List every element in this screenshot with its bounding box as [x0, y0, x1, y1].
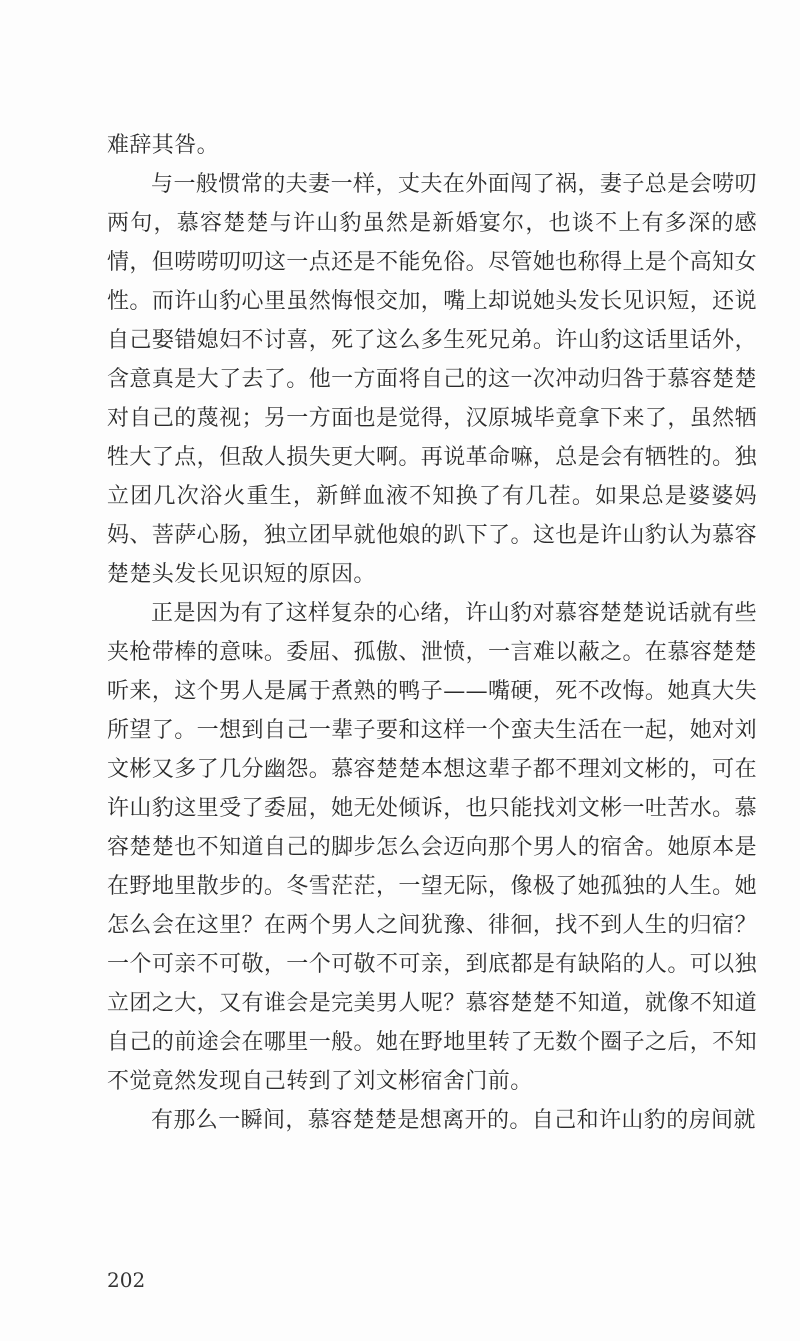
paragraph-4: 有那么一瞬间，慕容楚楚是想离开的。自己和许山豹的房间就 [151, 1108, 756, 1133]
body-text [107, 126, 757, 1140]
paragraph-2: 与一般惯常的夫妻一样，丈夫在外面闯了祸，妻子总是会唠叨两句，慕容楚楚与许山豹虽然是新婚宴尔，也谈不上有多深的感情，但唠唠叨叨这一点还是不能免俗。尽管她也称得上是个高知女性。而许山豹心里虽然悔恨交加，嘴上却说她头发长见识短，还说自己娶错媳妇不讨喜，死了这么多生死兄弟。许山豹这话里话外，含意真是大了去了。他一方面将自己的这一次冲动归咎于慕容楚楚对自己的蔑视；另一方面也是觉得，汉原城毕竟拿下来了，虽然牺牲大了点，但敌人损失更大啊。再说革命嘛，总是会有牺牲的。独立团几次浴火重生，新鲜血液不知换了有几茬。如果总是婆婆妈妈、菩萨心肠，独立团早就他娘的趴下了。这也是许山豹认为慕容楚楚头发长见识短的原因。 [107, 172, 757, 587]
paragraph-3: 正是因为有了这样复杂的心绪，许山豹对慕容楚楚说话就有些夹枪带棒的意味。委屈、孤傲、泄愤，一言难以蔽之。在慕容楚楚听来，这个男人是属于煮熟的鸭子——嘴硬，死不改悔。她真大失所望了。一想到自己一辈子要和这样一个蛮夫生活在一起，她对刘文彬又多了几分幽怨。慕容楚楚本想这辈子都不理刘文彬的，可在许山豹这里受了委屈，她无处倾诉，也只能找刘文彬一吐苦水。慕容楚楚也不知道自己的脚步怎么会迈向那个男人的宿舍。她原本是在野地里散步的。冬雪茫茫，一望无际，像极了她孤独的人生。她怎么会在这里？在两个男人之间犹豫、徘徊，找不到人生的归宿？一个可亲不可敬，一个可敬不可亲，到底都是有缺陷的人。可以独立团之大，又有谁会是完美男人呢？慕容楚楚不知道，就像不知道自己的前途会在哪里一般。她在野地里转了无数个圈子之后，不知不觉竟然发现自己转到了刘文彬宿舍门前。 [107, 601, 757, 1094]
page-number: 202 [107, 1268, 146, 1292]
paragraph-1: 难辞其咎。 [107, 133, 220, 158]
